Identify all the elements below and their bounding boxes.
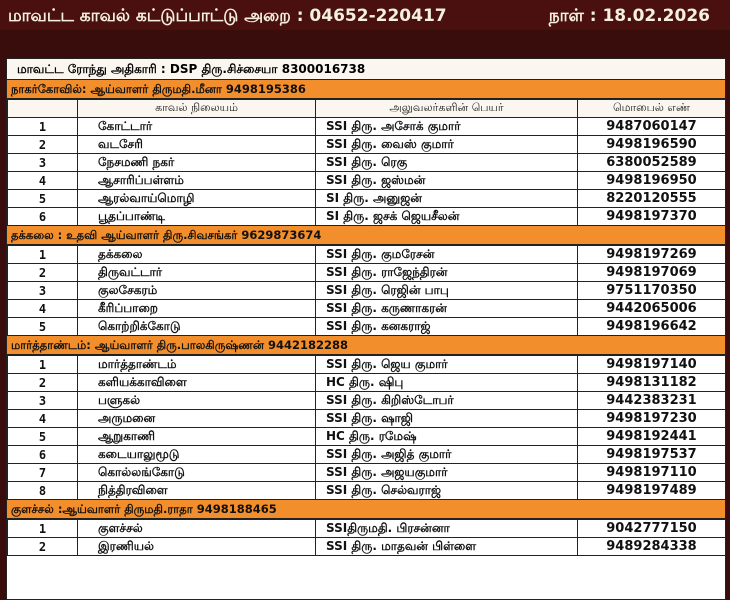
table-row [8,410,726,428]
officer-name: SSI திரு. கருணாகரன் [316,300,578,318]
table-row [8,190,726,208]
officer-name: SSI திரு. ராஜேந்திரன் [316,264,578,282]
station-name: கடையாலுமூடு [78,446,316,464]
officer-name: SSI திரு. அஜித் குமார் [316,446,578,464]
mobile-number: 9498192441 [578,428,726,446]
station-name: மார்த்தாண்டம் [78,356,316,374]
officer-name: HC திரு. ஷிபு [316,374,578,392]
mobile-number: 9442383231 [578,392,726,410]
officer-name: SSIதிருமதி. பிரசன்னா [316,520,578,538]
table-row [8,356,726,374]
mobile-number: 9498197140 [578,356,726,374]
sections-container [7,80,725,556]
station-name: தக்கலை [78,246,316,264]
station-name: ஆசாரிப்பள்ளம் [78,172,316,190]
mobile-number: 9498197537 [578,446,726,464]
officer-name: SSI திரு. செல்வராஜ் [316,482,578,500]
serial-number: 3 [8,154,78,172]
table-row [8,300,726,318]
station-name: திருவட்டார் [78,264,316,282]
column-header-officer: அலுவலர்களின் பெயர் [316,100,578,118]
officer-name: SSI திரு. கனகராஜ் [316,318,578,336]
table-row [8,464,726,482]
station-name: பளுகல் [78,392,316,410]
roster-table [7,245,726,336]
serial-number: 5 [8,318,78,336]
column-header-sno [8,100,78,118]
mobile-number: 9498131182 [578,374,726,392]
station-name: இரணியல் [78,538,316,556]
officer-name: SSI திரு. ஷாஜி [316,410,578,428]
serial-number: 2 [8,538,78,556]
serial-number: 1 [8,118,78,136]
table-row [8,318,726,336]
table-row [8,208,726,226]
station-name: பூதப்பாண்டி [78,208,316,226]
section-header: குளச்சல் :ஆய்வாளர் திருமதி.ராதா 9498188465 [7,500,725,519]
officer-name: SI திரு. அனுஜன் [316,190,578,208]
serial-number: 1 [8,356,78,374]
officer-name: SSI திரு. குமரேசன் [316,246,578,264]
officer-name: SSI திரு. ஜஸ்மன் [316,172,578,190]
mobile-number: 9498196590 [578,136,726,154]
table-row [8,446,726,464]
mobile-number: 6380052589 [578,154,726,172]
station-name: ஆறுகாணி [78,428,316,446]
serial-number: 5 [8,428,78,446]
station-name: அருமனை [78,410,316,428]
station-name: நேசமணி நகர் [78,154,316,172]
officer-name: SSI திரு. ஜெய குமார் [316,356,578,374]
mobile-number: 9498197230 [578,410,726,428]
serial-number: 1 [8,246,78,264]
station-name: கொற்றிக்கோடு [78,318,316,336]
section-header: நாகர்கோவில்: ஆய்வாளர் திருமதி.மீனா 9498195386 [7,80,725,99]
station-name: கோட்டார் [78,118,316,136]
table-row [8,538,726,556]
station-name: குலசேகரம் [78,282,316,300]
table-row [8,482,726,500]
station-name: கீரிப்பாறை [78,300,316,318]
section-header: மார்த்தாண்டம்: ஆய்வாளர் திரு.பாலகிருஷ்ணன் 9442182288 [7,336,725,355]
mobile-number: 9498196642 [578,318,726,336]
serial-number: 4 [8,172,78,190]
officer-name: SSI திரு. கிறிஸ்டோபர் [316,392,578,410]
table-row [8,246,726,264]
column-header-station: காவல் நிலையம் [78,100,316,118]
serial-number: 6 [8,446,78,464]
officer-name: SSI திரு. ரெஜின் பாபு [316,282,578,300]
officer-name: HC திரு. ரமேஷ் [316,428,578,446]
table-row [8,154,726,172]
mobile-number: 9042777150 [578,520,726,538]
mobile-number: 9498197069 [578,264,726,282]
serial-number: 3 [8,392,78,410]
mobile-number: 9498197489 [578,482,726,500]
table-row [8,282,726,300]
officer-name: SI திரு. ஜசக் ஜெயசீலன் [316,208,578,226]
table-row [8,118,726,136]
officer-name: SSI திரு. மாதவன் பிள்ளை [316,538,578,556]
date-label: நாள் : 18.02.2026 [548,6,710,26]
section-header: தக்கலை : உதவி ஆய்வாளர் திரு.சிவசங்கர் 9629873674 [7,226,725,245]
header-banner [0,0,730,30]
table-row [8,172,726,190]
mobile-number: 9498197269 [578,246,726,264]
column-header-row [8,100,726,118]
column-header-mobile: மொபைல் எண் [578,100,726,118]
officer-name: SSI திரு. அஜயகுமார் [316,464,578,482]
table-row [8,428,726,446]
mobile-number: 9442065006 [578,300,726,318]
mobile-number: 9487060147 [578,118,726,136]
mobile-number: 9498196950 [578,172,726,190]
table-row [8,392,726,410]
serial-number: 2 [8,264,78,282]
serial-number: 4 [8,410,78,428]
serial-number: 5 [8,190,78,208]
control-room-phone: மாவட்ட காவல் கட்டுப்பாட்டு அறை : 04652-220417 [8,6,447,26]
serial-number: 2 [8,374,78,392]
mobile-number: 9751170350 [578,282,726,300]
table-row [8,520,726,538]
serial-number: 6 [8,208,78,226]
roster-table [7,355,726,500]
roster-table [7,99,726,226]
officer-name: SSI திரு. ரெகு [316,154,578,172]
serial-number: 2 [8,136,78,154]
serial-number: 8 [8,482,78,500]
station-name: களியக்காவிளை [78,374,316,392]
table-row [8,374,726,392]
station-name: நித்திரவிளை [78,482,316,500]
serial-number: 3 [8,282,78,300]
station-name: கொல்லங்கோடு [78,464,316,482]
roster-table [7,519,726,556]
station-name: குளச்சல் [78,520,316,538]
roster-sheet [6,58,726,600]
district-patrol-officer: மாவட்ட ரோந்து அதிகாரி : DSP திரு.சிச்சையா 8300016738 [7,59,725,80]
table-row [8,136,726,154]
mobile-number: 9498197110 [578,464,726,482]
officer-name: SSI திரு. அசோக் குமார் [316,118,578,136]
station-name: வடசேரி [78,136,316,154]
station-name: ஆரல்வாய்மொழி [78,190,316,208]
table-row [8,264,726,282]
mobile-number: 9489284338 [578,538,726,556]
serial-number: 7 [8,464,78,482]
mobile-number: 9498197370 [578,208,726,226]
serial-number: 4 [8,300,78,318]
serial-number: 1 [8,520,78,538]
officer-name: SSI திரு. வைஸ் குமார் [316,136,578,154]
mobile-number: 8220120555 [578,190,726,208]
